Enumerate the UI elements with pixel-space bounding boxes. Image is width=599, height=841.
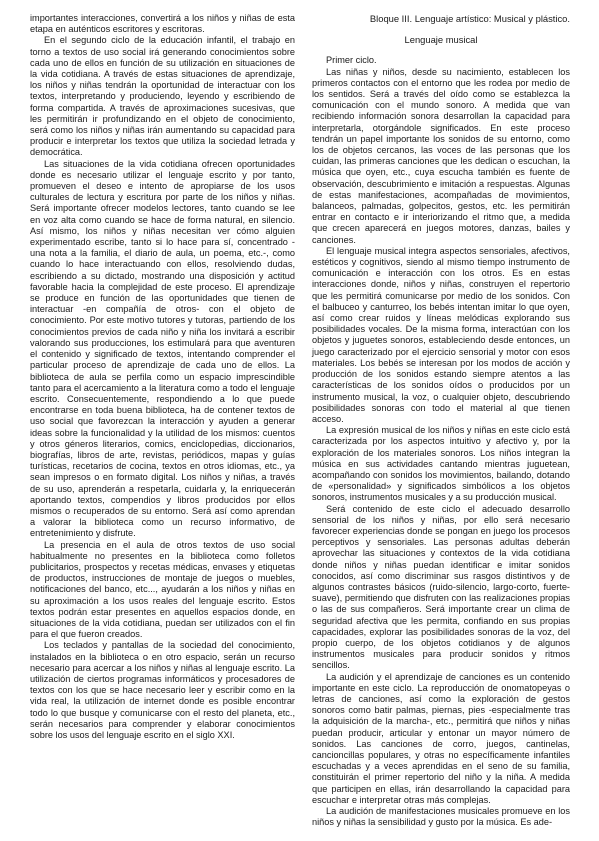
paragraph: Las situaciones de la vida cotidiana ofrecen oportunidades donde es necesario utilizar el lenguaje escrito y por tanto, promueven el deseo e intento de apropiarse de los usos culturales de lectura y escritura por parte de los niños y niñas. Será importante ofrecer modelos lectores, tanto cuando se lee en voz alta como cuando se hace de forma natural, en silencio. Así mismo, los niños y niñas necesitan ver cómo alguien experimentado escribe, tanto si lo hace para sí, concentrado -una nota a la familia, el diario de aula, un poema, etc.-, como cuando lo hace interactuando con ellos, resolviendo dudas, escribiendo a su dictado, mostrando una disposición y actitud favorable hacia la complejidad de este proceso. El aprendizaje se produce en función de las oportunidades que tienen de interactuar -en compañía de otros- con el objeto de conocimiento. Por este motivo tutores y tutoras, partiendo de los conocimientos previos de cada niño y niña los invitará a escribir valorando sus producciones, los estimulará para que aventuren el contenido y significado de textos, intentando comprender el particular proceso de aprendizaje de cada uno de ellos. La biblioteca de aula se perfila como un espacio imprescindible tanto para el acercamiento a la literatura como a todo el lenguaje escrito. Consecuentemente, respondiendo a lo que puede encontrarse en toda buena biblioteca, ha de contener textos de uso social que favorezcan la interacción y ayuden a generar ideas sobre la funcionalidad y la utilidad de los mismos: cuentos y otros géneros literarios, comics, enciclopedias, diccionarios, biografías, libros de arte, revistas, periódicos, mapas y guías turísticas, recetarios de cocina, textos en otros idiomas, etc., ya sean impresos o en formato digital. Los niños y niñas, a través de su uso, aprenderán a respetarla, cuidarla y, la enriquecerán aportando textos, compendios y libros producidos por ellos mismos o recuperados de su entorno. Será así como aprendan a valorar la biblioteca como un recurso informativo, de entretenimiento y disfrute. <box>30 158 295 539</box>
left-column <box>30 13 295 741</box>
section-title: Lenguaje musical <box>404 34 478 46</box>
paragraph: importantes interacciones, convertirá a los niños y niñas de esta etapa en auténticos escritores y escritoras. <box>30 13 295 35</box>
paragraph: El lenguaje musical integra aspectos sensoriales, afectivos, estéticos y cognitivos, siendo al mismo tiempo instrumento de comunicación e interacción con los otros. Es en estas interacciones donde, niños y niñas, construyen el repertorio que les permitirá comunicarse por medio de los sonidos. Con el balbuceo y canturreo, los bebés intentan imitar lo que oyen, así como crear ruidos y líneas melódicas explorando sus posibilidades vocales. De la misma forma, interactúan con los objetos y juguetes sonoros, estableciendo desde entonces, un juego caracterizado por el ejercicio sensorial y motor con esos materiales. Los bebés se interesan por los modos de acción y producción de los sonidos estando siempre atentos a las características de los sonidos oídos o producidos por un instrumento musical, la voz, o cualquier objeto, descubriendo posibilidades sonoras con todo el material al que tienen acceso. <box>312 245 570 424</box>
right-column <box>312 13 570 828</box>
paragraph: En el segundo ciclo de la educación infantil, el trabajo en torno a textos de uso social irá generando conocimientos sobre cada uno de ellos en función de su utilización en situaciones de la vida cotidiana. A través de estas situaciones de aprendizaje, los niños y niñas tendrán la oportunidad de interactuar con los textos, interpretando y produciendo, leyendo y escribiendo de forma compartida. A través de aproximaciones sucesivas, que les permitirán ir profundizando en el objeto de conocimiento, será como los niños y niñas irán aumentando su capacidad para producir e interpretar los textos que utiliza la sociedad letrada y democrática. <box>30 35 295 158</box>
paragraph: La audición y el aprendizaje de canciones es un contenido importante en este ciclo. La reproducción de onomatopeyas o letras de canciones, así como la exploración de gestos sonoros como batir palmas, piernas, pies -especialmente tras la adquisición de la marcha-, etc., permitirá que niños y niñas puedan producir, articular y entonar un mayor número de sonidos. Las canciones de corro, juegos, cantinelas, cancioncillas populares, y otras no específicamente infantiles escuchadas y a veces aprendidas en el seno de su familia, constituirán el primer repertorio del niño y la niña. A medida que participen en ellas, irán desarrollando la capacidad para escuchar e interpretar otras más complejas. <box>312 671 570 805</box>
paragraph: La presencia en el aula de otros textos de uso social habitualmente no presentes en la biblioteca como folletos publicitarios, prospectos y recetas médicas, envases y etiquetas de productos, instrucciones de montaje de juegos o muebles, notificaciones del banco, etc..., ayudarán a los niños y niñas en su aproximación a los usos reales del lenguaje escrito. Estos textos podrán estar presentes en aquellos espacios donde, en situaciones de la vida cotidiana, puedan ser utilizados con el fin para el que fueron creados. <box>30 539 295 640</box>
paragraph: Las niñas y niños, desde su nacimiento, establecen los primeros contactos con el entorno que les rodea por medio de los sentidos. Será a través del oído como se establezca la comunicación con el mundo sonoro. A medida que van recibiendo información sonora desarrollan la capacidad para interpretarla, otorgándole significados. En este proceso tendrán un papel importante los sonidos de su entorno, como los de objetos cercanos, las voces de las personas que los cuidan, las primeras canciones que les dedican o escuchan, la música que oyen, etc., cuya escucha también es fuente de observación, descubrimiento e imitación a respuestas. Algunas de estas manifestaciones, acompañadas de movimientos, balanceos, palmadas, golpecitos, gestos, etc. les permitirán entrar en contacto e ir interiorizando el ritmo que, a medida que crecen aparecerá en juegos motores, danzas, bailes y canciones. <box>312 66 570 245</box>
paragraph: Será contenido de este ciclo el adecuado desarrollo sensorial de los niños y niñas, por ello será necesario favorecer experiencias donde se pongan en juego los procesos perceptivos y sensoriales. Las personas adultas deberán aprovechar las situaciones y contextos de la vida cotidiana donde niños y niñas puedan identificar e imitar sonidos conocidos, así como discriminar sus rasgos distintivos y de algunos contrastes básicos (ruido-silencio, largo-corto, fuerte-suave), permitiendo que disfruten con las realizaciones propias o las de sus compañeros. Será importante crear un clima de seguridad afectiva que les permita, confiando en sus propias capacidades, explorar las posibilidades sonoras de la voz, del propio cuerpo, de los objetos cotidianos y de algunos instrumentos musicales para producir sonidos y ritmos sencillos. <box>312 503 570 671</box>
subheading: Primer ciclo. <box>326 55 377 66</box>
paragraph: Los teclados y pantallas de la sociedad del conocimiento, instalados en la biblioteca o en otro espacio, serán un recurso necesario para acercar a los niños y niñas al lenguaje escrito. La utilización de ciertos programas informáticos y procesadores de textos con los que se hace necesario leer y escribir como en la vida real, la utilización de internet donde es posible encontrar todo lo que busque y comunicarse con el resto del planeta, etc., serán necesarios para comprender y elaborar conocimientos sobre los usos del lenguaje escrito en el siglo XXI. <box>30 640 295 740</box>
paragraph: La expresión musical de los niños y niñas en este ciclo está caracterizada por los aspectos intuitivo y afectivo y, por la exploración de los materiales sonoros. Los niños integran la música en sus actividades cantando mientras juguetean, acompañando con sonidos los movimientos, bailando, dotando de «personalidad» y significados simbólicos a los objetos sonoros, instrumentos musicales y a su producción musical. <box>312 425 570 503</box>
page-header: Bloque III. Lenguaje artístico: Musical y plástico. <box>369 13 570 24</box>
paragraph: La audición de manifestaciones musicales promueve en los niños y niñas la sensibilidad y gusto por la música. Es ade- <box>312 806 570 828</box>
